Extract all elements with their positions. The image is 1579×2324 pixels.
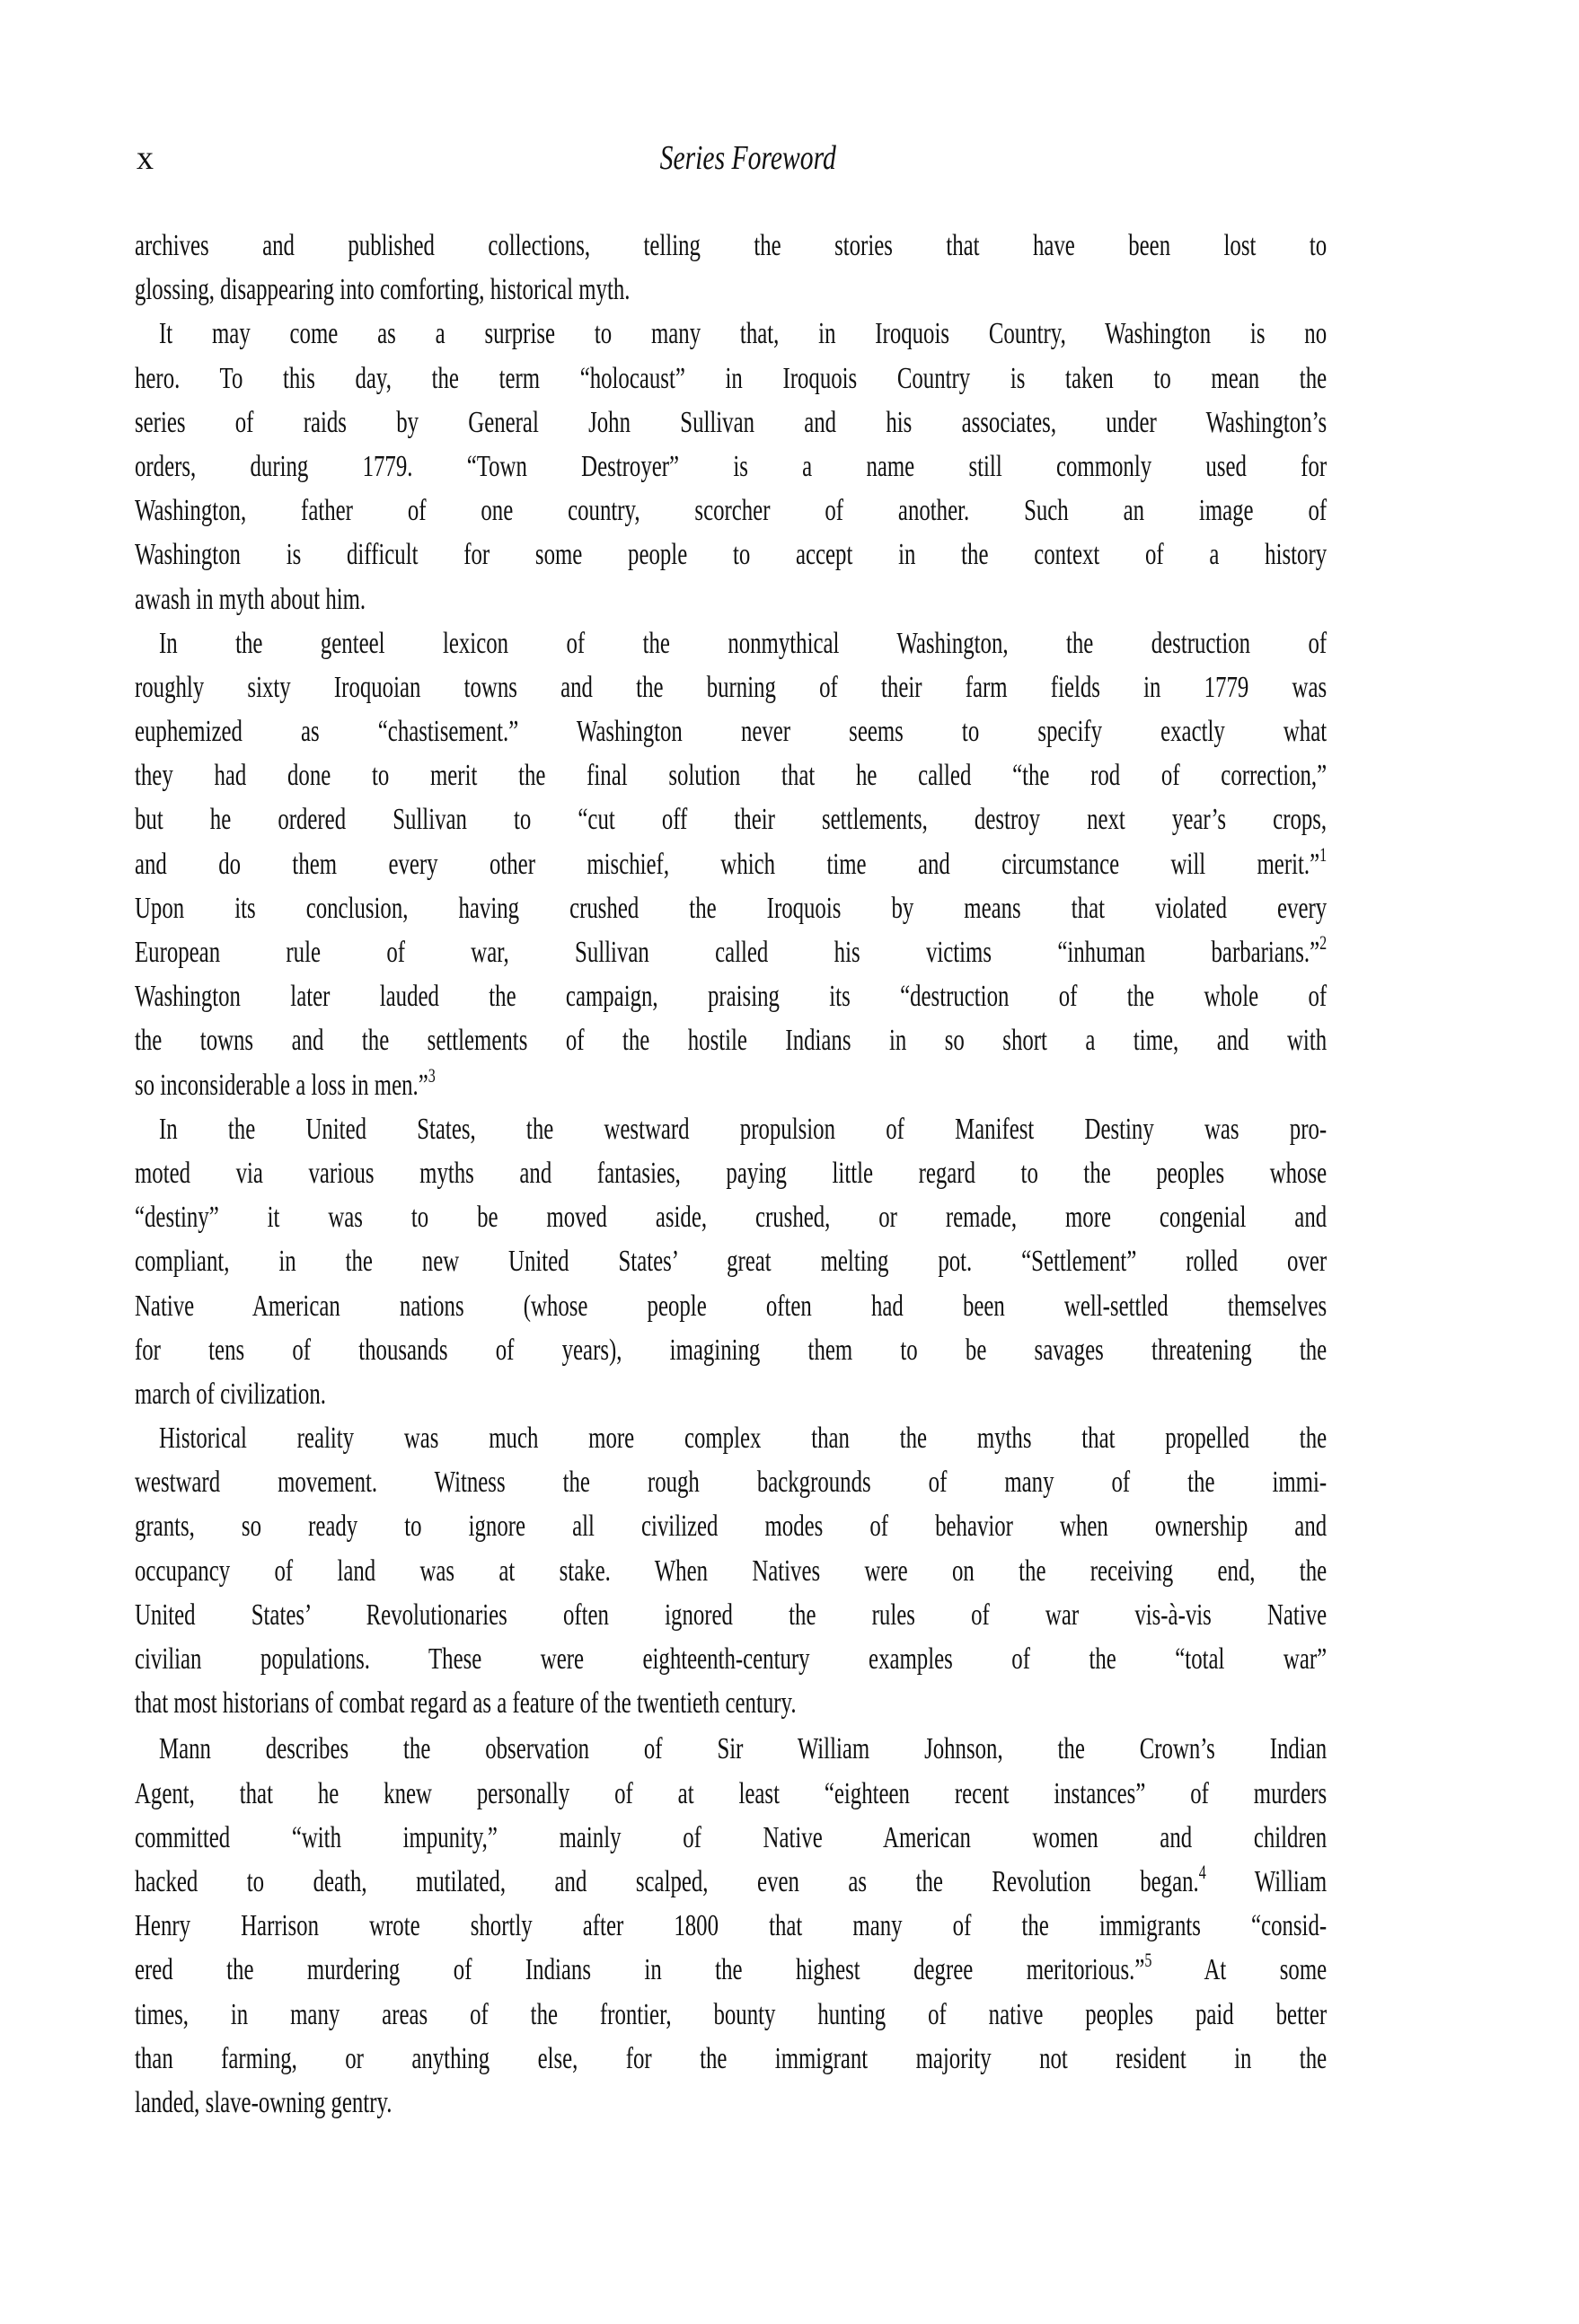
text-line xyxy=(135,224,1327,268)
line-text: euphemized as “chastisement.” Washington never seems to specify exactly what xyxy=(135,715,1328,749)
line-text: times, in many areas of the frontier, bounty hunting of native peoples paid better xyxy=(135,1997,1328,2031)
line-text: civilian populations. These were eighteenth-century examples of the “total war” xyxy=(135,1642,1328,1676)
line-text: Historical reality was much more complex than the myths that propelled the xyxy=(159,1422,1328,1456)
text-line xyxy=(135,1816,1327,1860)
paragraph xyxy=(135,1416,1327,1725)
line-text-continued: At some xyxy=(1151,1953,1328,1987)
text-line xyxy=(135,1239,1327,1283)
line-text: that most historians of combat regard as a feature of the twentieth century. xyxy=(135,1686,797,1721)
paragraph xyxy=(135,312,1327,621)
text-line xyxy=(135,1772,1327,1816)
line-text: Native American nations (whose people often had been well-settled themselves xyxy=(135,1289,1328,1323)
text-line xyxy=(135,709,1327,753)
text-line xyxy=(135,445,1327,489)
text-line xyxy=(135,886,1327,930)
line-text: so inconsiderable a loss in men.” xyxy=(135,1068,428,1102)
line-text: Henry Harrison wrote shortly after 1800 that many of the immigrants “consid- xyxy=(135,1909,1328,1943)
line-text: but he ordered Sullivan to “cut off their settlements, destroy next year’s crops, xyxy=(135,803,1328,837)
line-text: the towns and the settlements of the hostile Indians in so short a time, and with xyxy=(135,1024,1328,1058)
text-line xyxy=(135,1460,1327,1504)
line-text: In the United States, the westward propulsion of Manifest Destiny was pro- xyxy=(159,1112,1328,1146)
line-text: moted via various myths and fantasies, paying little regard to the peoples whose xyxy=(135,1156,1328,1190)
line-text: “destiny” it was to be moved aside, crushed, or remade, more congenial and xyxy=(135,1201,1328,1235)
text-line xyxy=(135,1372,1327,1416)
text-line xyxy=(135,1904,1327,1948)
text-line xyxy=(135,1637,1327,1681)
text-line xyxy=(135,797,1327,841)
text-line xyxy=(135,401,1327,445)
body-text xyxy=(135,224,1327,2125)
line-text: United States’ Revolutionaries often ignored the rules of war vis-à-vis Native xyxy=(135,1598,1328,1632)
line-text-continued: William xyxy=(1205,1864,1328,1898)
line-text: landed, slave-owning gentry. xyxy=(135,2085,393,2119)
line-text: series of raids by General John Sullivan and his associates, under Washington’s xyxy=(135,405,1328,439)
line-text: Washington is difficult for some people to accept in the context of a history xyxy=(135,538,1328,572)
footnote-marker[interactable]: 4 xyxy=(1198,1860,1206,1883)
line-text: occupancy of land was at stake. When Natives were on the receiving end, the xyxy=(135,1554,1328,1588)
text-line xyxy=(135,1107,1327,1151)
line-text: In the genteel lexicon of the nonmythical Washington, the destruction of xyxy=(159,626,1328,660)
line-text: Washington later lauded the campaign, praising its “destruction of the whole of xyxy=(135,980,1328,1014)
text-line xyxy=(135,1151,1327,1195)
text-line xyxy=(135,1195,1327,1239)
text-line xyxy=(135,1549,1327,1593)
running-title xyxy=(135,136,1362,180)
line-text: than farming, or anything else, for the immigrant majority not resident in the xyxy=(135,2041,1328,2075)
line-text: Agent, that he knew personally of at least “eighteen recent instances” of murders xyxy=(135,1776,1328,1810)
text-line xyxy=(135,1727,1327,1771)
line-text: Mann describes the observation of Sir William Johnson, the Crown’s Indian xyxy=(159,1732,1328,1766)
text-line xyxy=(135,1018,1327,1062)
text-line xyxy=(135,1504,1327,1548)
line-text: Washington, father of one country, scorcher of another. Such an image of xyxy=(135,494,1328,528)
text-line xyxy=(135,974,1327,1018)
line-text: westward movement. Witness the rough backgrounds of many of the immi- xyxy=(135,1466,1328,1500)
text-line xyxy=(135,2037,1327,2081)
footnote-marker[interactable]: 3 xyxy=(428,1063,436,1087)
line-text: hero. To this day, the term “holocaust” in Iroquois Country is taken to mean the xyxy=(135,361,1328,395)
paragraph xyxy=(135,1727,1327,2125)
line-text: they had done to merit the final solution that he called “the rod of correction,” xyxy=(135,759,1328,793)
line-text: glossing, disappearing into comforting, historical myth. xyxy=(135,273,631,307)
paragraph xyxy=(135,224,1327,312)
footnote-marker[interactable]: 1 xyxy=(1319,842,1328,866)
line-text: committed “with impunity,” mainly of Native American women and children xyxy=(135,1820,1328,1854)
text-line xyxy=(135,357,1327,401)
running-title-text: Series Foreword xyxy=(659,139,837,177)
text-line xyxy=(135,753,1327,797)
text-line xyxy=(135,1993,1327,2037)
text-line xyxy=(135,1328,1327,1372)
text-line xyxy=(135,665,1327,709)
text-line xyxy=(135,1681,1327,1725)
text-line xyxy=(135,1593,1327,1637)
line-text: hacked to death, mutilated, and scalped, even as the Revolution began. xyxy=(135,1864,1199,1898)
line-text: archives and published collections, telling the stories that have been lost to xyxy=(135,229,1328,262)
text-line xyxy=(135,1284,1327,1328)
footnote-marker[interactable]: 2 xyxy=(1319,931,1328,954)
line-text: It may come as a surprise to many that, in Iroquois Country, Washington is no xyxy=(159,317,1328,351)
paragraph xyxy=(135,621,1327,1107)
footnote-marker[interactable]: 5 xyxy=(1144,1949,1152,1972)
line-text: compliant, in the new United States’ great melting pot. “Settlement” rolled over xyxy=(135,1245,1328,1279)
line-text: roughly sixty Iroquoian towns and the burning of their farm fields in 1779 was xyxy=(135,670,1328,704)
line-text: grants, so ready to ignore all civilized modes of behavior when ownership and xyxy=(135,1510,1328,1544)
line-text: Upon its conclusion, having crushed the Iroquois by means that violated every xyxy=(135,891,1328,925)
text-line xyxy=(135,2081,1327,2125)
paragraph xyxy=(135,1107,1327,1416)
line-text: march of civilization. xyxy=(135,1377,326,1411)
text-line xyxy=(135,312,1327,356)
text-line xyxy=(135,1948,1327,1992)
line-text: and do them every other mischief, which time and circumstance will merit.” xyxy=(135,847,1320,881)
line-text: awash in myth about him. xyxy=(135,582,366,616)
text-line xyxy=(135,1063,1327,1107)
text-line xyxy=(135,489,1327,533)
line-text: for tens of thousands of years), imagining them to be savages threatening the xyxy=(135,1333,1328,1367)
page-number: x xyxy=(137,139,154,177)
line-text: orders, during 1779. “Town Destroyer” is a name still commonly used for xyxy=(135,449,1328,483)
text-line xyxy=(135,621,1327,665)
text-line xyxy=(135,268,1327,312)
text-line xyxy=(135,577,1327,621)
text-line xyxy=(135,1860,1327,1904)
text-line xyxy=(135,1416,1327,1460)
text-line xyxy=(135,533,1327,577)
line-text: European rule of war, Sullivan called his victims “inhuman barbarians.” xyxy=(135,936,1320,969)
text-line xyxy=(135,842,1327,886)
line-text: ered the murdering of Indians in the highest degree meritorious.” xyxy=(135,1953,1145,1987)
text-line xyxy=(135,930,1327,974)
